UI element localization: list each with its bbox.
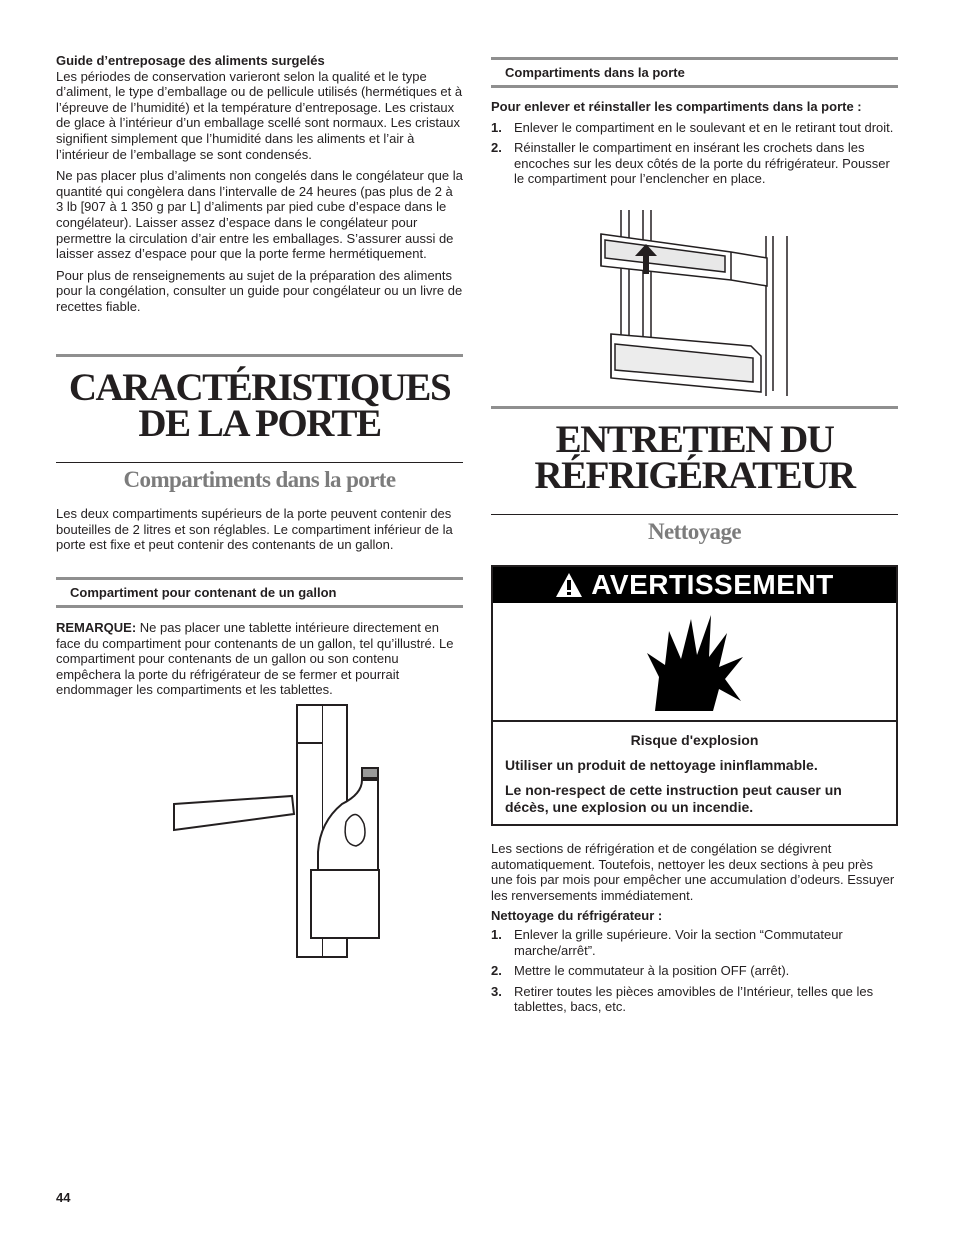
gallon-bin-heading: Compartiment pour contenant de un gallon: [70, 585, 337, 600]
section-title-line: ENTRETIEN DU: [555, 418, 834, 461]
section-title-line: CARACTÉRISTIQUES: [68, 366, 451, 409]
subsection-divider: [491, 514, 898, 515]
subsection-title: Nettoyage: [648, 519, 741, 544]
frozen-storage-paragraph: Les périodes de conservation varieront selon la qualité et le type d’aliment, le type d’emballage ou de pellicule utilisés (hermétiques et à l’épreuve de l’humidité) et la température d’entreposage. Les cristaux de glace à l’intérieur d’un emballage scellé sont normaux. Les cristaux signifient simplement que l’humidité dans les aliments et l’air à l’intérieur de l’emballage se sont condensés.: [56, 68, 463, 162]
warning-triangle-icon: [555, 572, 583, 598]
note-label: REMARQUE:: [56, 620, 137, 635]
list-item: 1. Enlever la grille supérieure. Voir la section “Commutateur marche/arrêt”.: [491, 926, 843, 958]
gallon-bin-bar: [56, 577, 463, 608]
remove-bins-steps: [491, 120, 898, 187]
warning-line: Utiliser un produit de nettoyage ininflammable.: [505, 757, 818, 773]
warning-line: Le non-respect de cette instruction peut causer un décès, une explosion ou un incendie.: [505, 782, 842, 815]
warning-header-text: AVERTISSEMENT: [591, 569, 834, 600]
list-item: 2. Réinstaller le compartiment en insérant les crochets dans les encoches sur les deux côtés de la porte du réfrigérateur. Pousser le compartiment pour l’enclencher en place.: [491, 140, 890, 187]
subsection-divider: [56, 462, 463, 463]
remove-bins-heading: Pour enlever et réinstaller les compartiments dans la porte :: [491, 99, 862, 114]
clean-steps: [491, 927, 898, 1015]
list-item: 2. Mettre le commutateur à la position OFF (arrêt).: [491, 963, 790, 979]
subsection-title: Compartiments dans la porte: [123, 467, 396, 492]
section-title-line: DE LA PORTE: [138, 402, 381, 445]
explosion-image: [493, 603, 896, 722]
note-paragraph: [56, 620, 463, 698]
frozen-storage-paragraph: Ne pas placer plus d’aliments non congelés dans le congélateur que la quantité qui congèlera dans l’intervalle de 24 heures (pas plus de 2 à 3 lb [907 à 1 350 g par L] d’aliments par pied cube d’espace dans le congélateur). Laisser assez d’espace dans le congélateur pour permettre la circulation d’air entre les emballages. S’assurer aussi de laisser assez d’espace pour que la porte ferme hermétiquement.: [56, 168, 463, 262]
warning-box: [491, 565, 898, 826]
page-number: 44: [56, 1190, 71, 1205]
door-bins-heading: Compartiments dans la porte: [505, 65, 685, 80]
frozen-storage-heading: Guide d’entreposage des aliments surgelés: [56, 53, 325, 68]
section-divider: [491, 406, 898, 409]
warning-header: [493, 567, 896, 603]
explosion-icon: [645, 613, 745, 713]
note-text: Ne pas placer une tablette intérieure directement en face du compartiment pour contenants de un gallon, tel qu’illustré. Le compartiment pour contenants de un gallon ou son contenu empêchera la porte du réfrigérateur de se fermer et pourrait endommager les compartiments et les tablettes.: [56, 620, 454, 698]
section-title-line: RÉFRIGÉRATEUR: [534, 454, 855, 497]
frozen-storage-section: [56, 53, 463, 315]
warning-risk: Risque d'explosion: [630, 732, 759, 748]
list-item: 1. Enlever le compartiment en le soulevant et en le retirant tout droit.: [491, 119, 894, 135]
list-item: 3. Retirer toutes les pièces amovibles de l’Intérieur, telles que les tablettes, bacs, etc.: [491, 983, 874, 1015]
section-title-maintenance: [491, 418, 898, 497]
door-bins-illustration: [591, 206, 801, 398]
gallon-bin-illustration: [166, 702, 406, 962]
warning-text: [493, 722, 896, 824]
section-title-door-features: [56, 366, 463, 445]
bins-intro-paragraph: Les deux compartiments supérieurs de la porte peuvent contenir des bouteilles de 2 litres et son réglables. Le compartiment inférieur de la porte est fixe et peut contenir des contenants de un gallon.: [56, 506, 453, 553]
defrost-paragraph: Les sections de réfrigération et de congélation se dégivrent automatiquement. Toutefois, nettoyer les deux sections à peu près une fois par mois pour empêcher une accumulation d’odeurs. Essuyer les renversements immédiatement.: [491, 841, 895, 903]
clean-heading: Nettoyage du réfrigérateur :: [491, 908, 663, 924]
door-bins-bar: [491, 57, 898, 88]
section-divider: [56, 354, 463, 357]
frozen-storage-paragraph: Pour plus de renseignements au sujet de la préparation des aliments pour la congélation, consulter un guide pour congélateur ou un livre de recettes fiable.: [56, 267, 463, 314]
